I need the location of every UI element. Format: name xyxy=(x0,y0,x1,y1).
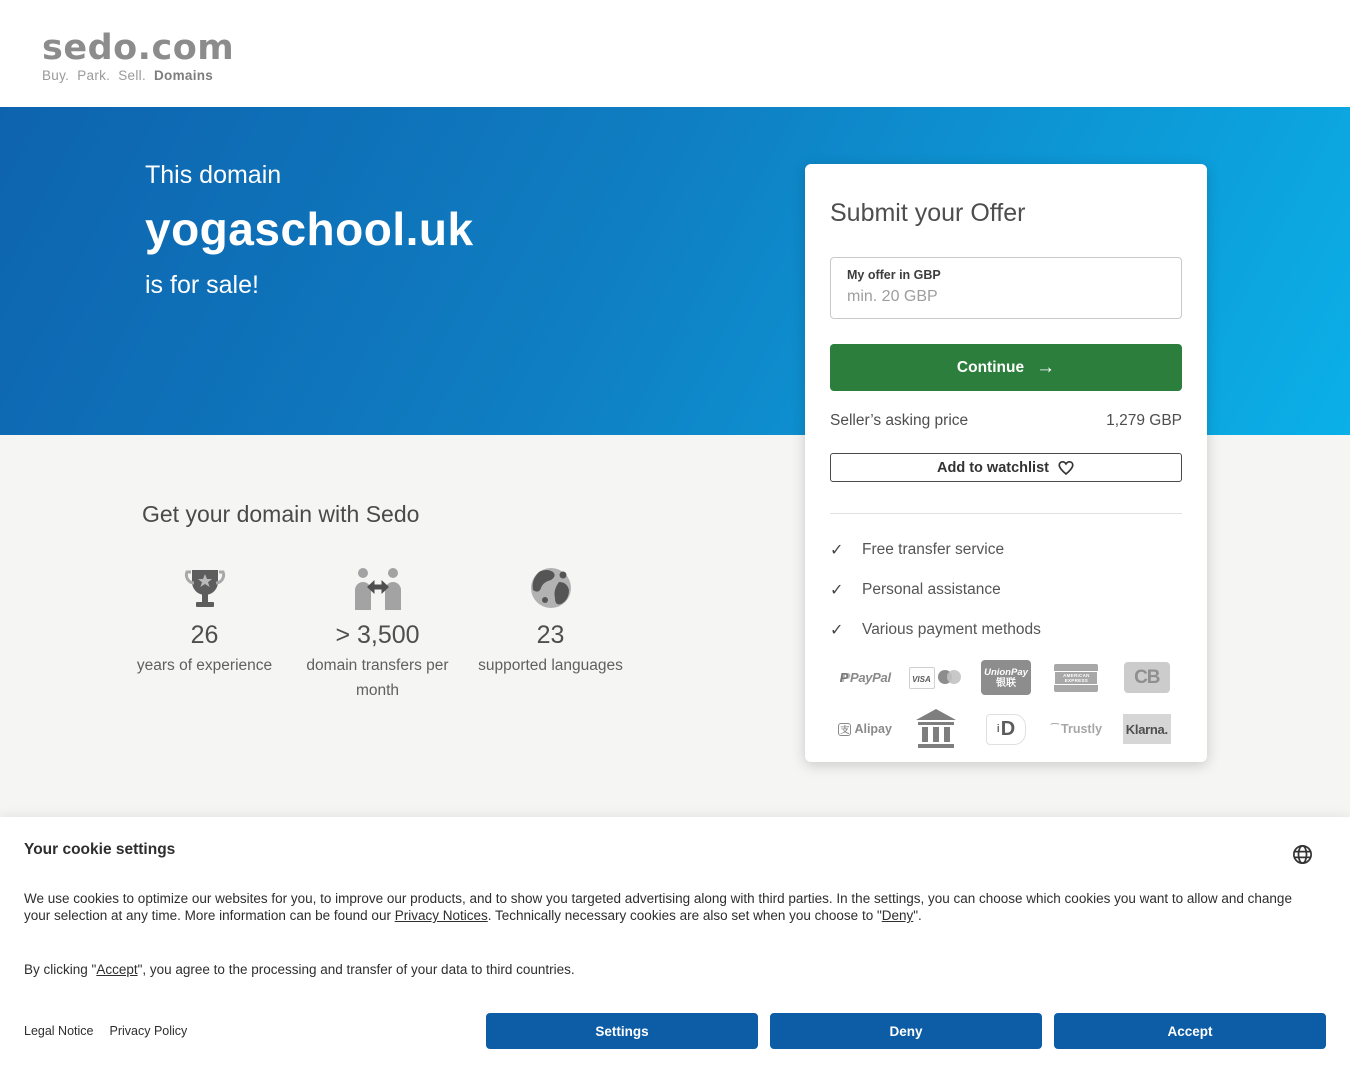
watchlist-label: Add to watchlist xyxy=(937,459,1049,476)
offer-amount-input[interactable] xyxy=(830,257,1182,319)
privacy-notices-link[interactable]: Privacy Notices xyxy=(394,908,488,923)
cookie-text: We use cookies to optimize our websites for you, to improve our products, and to show you targeted advertising along with third parties. In the settings, you can choose which cookies you want to allow and change your selection at any time. More information can be found our xyxy=(24,891,1292,923)
deny-button[interactable]: Deny xyxy=(770,1013,1042,1049)
deny-inline-link[interactable]: Deny xyxy=(881,908,914,923)
alipay-label: Alipay xyxy=(854,722,892,736)
benefits-list xyxy=(830,540,1182,640)
stat-languages xyxy=(464,564,637,703)
carte-bancaire-icon: CB xyxy=(1124,662,1170,693)
legal-notice-link[interactable]: Legal Notice xyxy=(24,1024,94,1038)
trustly-icon xyxy=(1051,722,1102,736)
stat-label: years of experience xyxy=(136,657,273,674)
trustly-mark: ⁀ xyxy=(1050,723,1060,735)
asking-price-row xyxy=(830,412,1182,430)
arrow-right-icon: → xyxy=(1036,356,1056,378)
cookie-footer-links xyxy=(24,1024,187,1038)
sedo-logo-tagline xyxy=(42,68,234,83)
ideal-i-label: i xyxy=(996,723,1000,735)
domain-name: yogaschool.uk xyxy=(145,203,474,255)
paypal-label: PayPal xyxy=(849,670,891,685)
accept-inline-link[interactable]: Accept xyxy=(96,962,138,977)
cookie-description xyxy=(24,890,1316,924)
stat-value: 23 xyxy=(536,621,565,649)
alipay-mark: 支 xyxy=(840,724,850,735)
continue-label: Continue xyxy=(956,358,1025,376)
benefit-item xyxy=(830,620,1182,640)
payment-methods xyxy=(830,660,1182,749)
cookie-banner xyxy=(0,817,1350,1075)
mastercard-circles-icon xyxy=(938,670,962,685)
stat-value: 26 xyxy=(190,621,219,649)
asking-price-label: Seller’s asking price xyxy=(830,412,969,429)
sedo-logo[interactable] xyxy=(42,30,234,83)
heart-icon xyxy=(1057,459,1075,477)
cookie-text: By clicking " xyxy=(24,962,97,977)
bank-transfer-icon xyxy=(915,709,957,749)
offer-input-label: My offer in GBP xyxy=(847,268,941,282)
check-icon: ✓ xyxy=(830,622,844,639)
unionpay-cn-label: 银联 xyxy=(995,677,1016,689)
visa-mastercard-icon xyxy=(909,667,962,689)
klarna-icon: Klarna. xyxy=(1123,714,1171,744)
cookie-text: ". xyxy=(913,908,922,923)
offer-input-placeholder: min. 20 GBP xyxy=(847,288,938,305)
promo-heading: Get your domain with Sedo xyxy=(142,501,420,527)
transfer-icon xyxy=(291,564,464,610)
amex-label: AMERICAN EXPRESS xyxy=(1054,671,1098,685)
cookie-footer xyxy=(24,1013,1326,1049)
ideal-icon xyxy=(986,714,1026,745)
unionpay-label: UnionPay xyxy=(984,666,1028,678)
visa-label: VISA xyxy=(912,674,931,684)
cookie-buttons xyxy=(486,1013,1326,1049)
divider xyxy=(830,513,1182,514)
alipay-icon xyxy=(838,722,892,736)
paypal-mark: P xyxy=(839,670,848,685)
asking-price-value: 1,279 GBP xyxy=(1106,412,1182,429)
trophy-icon xyxy=(118,564,291,610)
stat-label: supported languages xyxy=(478,657,623,674)
continue-button[interactable] xyxy=(830,344,1182,391)
ideal-d-label: D xyxy=(1000,718,1016,740)
tagline-buy: Buy. xyxy=(42,68,70,83)
hero-intro: This domain xyxy=(145,161,282,189)
sedo-logo-text: sedo.com xyxy=(42,28,235,68)
tagline-park: Park. xyxy=(77,68,111,83)
benefit-label: Various payment methods xyxy=(862,621,1041,638)
benefit-label: Personal assistance xyxy=(862,581,1001,598)
settings-button[interactable]: Settings xyxy=(486,1013,758,1049)
benefit-item xyxy=(830,540,1182,560)
offer-title: Submit your Offer xyxy=(830,199,1026,227)
cookie-accept-note xyxy=(24,961,1326,978)
benefit-item xyxy=(830,580,1182,600)
check-icon: ✓ xyxy=(830,542,844,559)
stat-value: > 3,500 xyxy=(335,621,420,649)
trustly-label: Trustly xyxy=(1061,722,1103,736)
privacy-policy-link[interactable]: Privacy Policy xyxy=(109,1024,188,1038)
cookie-text: . Technically necessary cookies are also set when you choose to " xyxy=(487,908,882,923)
cookie-text: ", you agree to the processing and transfer of your data to third countries. xyxy=(137,962,575,977)
cookie-title: Your cookie settings xyxy=(24,841,176,858)
stat-experience xyxy=(118,564,291,703)
header xyxy=(0,0,1350,107)
offer-card xyxy=(805,164,1207,762)
add-to-watchlist-button[interactable] xyxy=(830,453,1182,482)
paypal-icon xyxy=(840,670,891,685)
stats-row xyxy=(118,564,638,703)
unionpay-icon xyxy=(981,660,1031,695)
globe-icon xyxy=(464,564,637,610)
stat-transfers xyxy=(291,564,464,703)
hero-for-sale: is for sale! xyxy=(145,271,259,299)
amex-icon xyxy=(1054,664,1098,692)
check-icon: ✓ xyxy=(830,582,844,599)
benefit-label: Free transfer service xyxy=(862,541,1005,558)
tagline-domains: Domains xyxy=(154,68,214,83)
stat-label: domain transfers per month xyxy=(306,657,449,699)
tagline-sell: Sell. xyxy=(118,68,146,83)
language-globe-icon[interactable] xyxy=(1291,843,1314,866)
accept-button[interactable]: Accept xyxy=(1054,1013,1326,1049)
